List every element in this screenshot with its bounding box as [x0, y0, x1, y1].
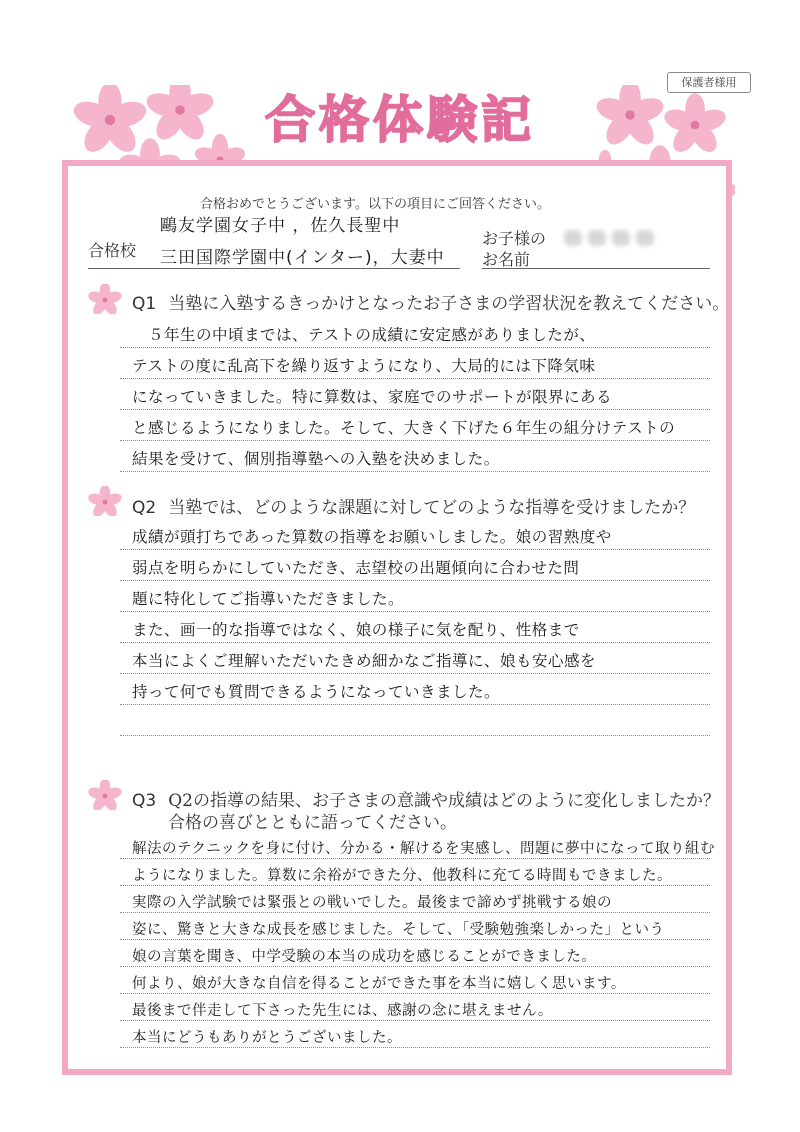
q1-rule-3: [120, 409, 710, 410]
q2-rule-5: [120, 673, 710, 674]
q1-answer-line-3: になっていきました。特に算数は、家庭でのサポートが限界にある: [132, 388, 613, 406]
pass-school-line-2: 三田国際学園中(インター)，大妻中: [160, 248, 445, 268]
q3-answer-line-8: 本当にどうもありがとうございました。: [132, 1030, 402, 1046]
q3-rule-1: [120, 858, 710, 859]
q1-heading: [132, 289, 729, 314]
q2-rule-1: [120, 549, 710, 550]
q1-answer-line-2: テストの度に乱高下を繰り返すようになり、大局的には下降気味: [132, 357, 596, 375]
child-name-underline: [482, 268, 710, 269]
q2-heading: [132, 493, 695, 518]
q3-rule-3: [120, 912, 710, 913]
greeting-text: 合格おめでとうございます。以下の項目にご回答ください。: [200, 197, 550, 212]
q3-answer-line-3: 実際の入学試験では緊張との戦いでした。最後まで諦めず挑戦する娘の: [132, 895, 612, 911]
q3-rule-8: [120, 1047, 710, 1048]
q1-flower-icon: [88, 284, 122, 314]
q2-answer-line-2: 弱点を明らかにしていただき、志望校の出題傾向に合わせた問: [132, 559, 580, 577]
q3-answer-line-2: ようになりました。算数に余裕ができた分、他教科に充てる時間もできました。: [132, 868, 672, 884]
q2-rule-3: [120, 611, 710, 612]
q1-rule-2: [120, 378, 710, 379]
q3-question-line-1: Q2の指導の結果、お子さまの意識や成績はどのように変化しましたか？: [168, 791, 720, 811]
q1-rule-1: [120, 347, 710, 348]
q3-answer-line-6: 何より、娘が大きな自信を得ることができた事を本当に嬉しく思います。: [132, 976, 626, 992]
q1-rule-5: [120, 471, 710, 472]
q3-number: Q3: [132, 791, 157, 811]
q3-answer-line-5: 娘の言葉を聞き、中学受験の本当の成功を感じることができました。: [132, 949, 597, 965]
q3-rule-5: [120, 966, 710, 967]
audience-badge: 保護者様用: [667, 72, 751, 93]
q2-question: 当塾では、どのような課題に対してどのような指導を受けましたか？: [168, 498, 696, 518]
q3-rule-6: [120, 993, 710, 994]
q2-answer-line-4: また、画一的な指導ではなく、娘の様子に気を配り、性格まで: [132, 621, 580, 639]
q1-answer-line-1: ５年生の中頃までは、テストの成績に安定感がありましたが、: [148, 326, 596, 344]
q2-flower-icon: [88, 486, 122, 516]
q2-answer-line-5: 本当によくご理解いただいたきめ細かなご指導に、娘も安心感を: [132, 652, 597, 670]
q3-rule-4: [120, 939, 710, 940]
q2-rule-4: [120, 642, 710, 643]
q1-number: Q1: [132, 294, 157, 314]
q3-rule-2: [120, 885, 710, 886]
q3-flower-icon: [88, 780, 122, 810]
q1-answer-line-4: と感じるようになりました。そして、大きく下げた６年生の組分けテストの: [132, 419, 676, 437]
child-name-label-1: お子様の: [482, 229, 547, 248]
q2-rule-6: [120, 704, 710, 705]
q3-rule-7: [120, 1020, 710, 1021]
pass-school-line-1: 鷗友学園女子中 ，佐久長聖中: [160, 216, 401, 236]
pass-school-underline: [88, 268, 460, 269]
q2-rule-2: [120, 580, 710, 581]
page-title: 合格体験記: [265, 91, 535, 149]
q2-rule-7: [120, 735, 710, 736]
q2-answer-line-1: 成績が頭打ちであった算数の指導をお願いしました。娘の習熟度や: [132, 528, 612, 546]
q2-number: Q2: [132, 498, 157, 518]
q3-answer-line-4: 姿に、驚きと大きな成長を感じました。そして、「受験勉強楽しかった」という: [132, 922, 665, 938]
q1-answer-line-5: 結果を受けて、個別指導塾への入塾を決めました。: [132, 450, 500, 468]
child-name-redacted: [564, 230, 684, 250]
child-name-label-2: お名前: [482, 250, 531, 269]
pass-school-label: 合格校: [88, 241, 137, 260]
q1-question: 当塾に入塾するきっかけとなったお子さまの学習状況を教えてください。: [168, 294, 730, 314]
q3-answer-line-1: 解法のテクニックを身に付け、分かる・解けるを実感し、問題に夢中になって取り組む: [132, 841, 715, 857]
q1-rule-4: [120, 440, 710, 441]
q2-answer-line-3: 題に特化してご指導いただきました。: [132, 590, 405, 608]
q3-question-line-2: 合格の喜びとともに語ってください。: [168, 813, 457, 833]
q2-answer-line-6: 持って何でも質問できるようになっていきました。: [132, 683, 501, 701]
q3-answer-line-7: 最後まで伴走して下さった先生には、感謝の念に堪えません。: [132, 1003, 553, 1019]
